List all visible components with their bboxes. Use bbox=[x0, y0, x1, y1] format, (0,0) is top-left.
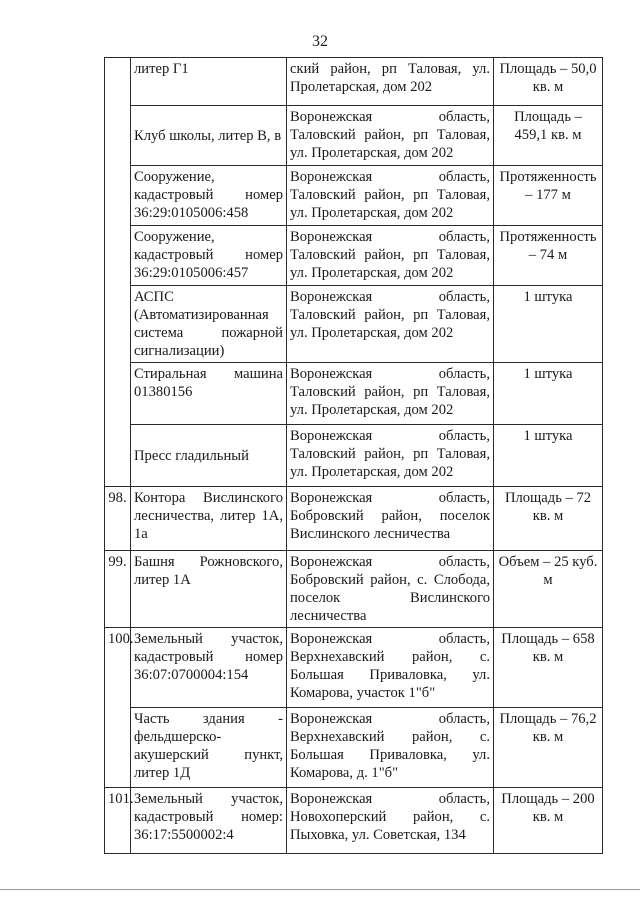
object-characteristic: Площадь – 72 кв. м bbox=[494, 487, 603, 551]
object-name: Контора Вислинского лесничества, литер 1А, 1а bbox=[131, 487, 287, 551]
table-row bbox=[105, 628, 603, 708]
object-characteristic: 1 штука bbox=[494, 425, 603, 487]
object-name: Клуб школы, литер В, в bbox=[131, 106, 287, 166]
table-row bbox=[105, 106, 603, 166]
object-name: Земельный участок, кадастровый номер 36:07:0700004:154 bbox=[131, 628, 287, 708]
object-characteristic: Площадь – 459,1 кв. м bbox=[494, 106, 603, 166]
table-row bbox=[105, 58, 603, 106]
object-characteristic: Площадь – 50,0 кв. м bbox=[494, 58, 603, 106]
table-row bbox=[105, 425, 603, 487]
object-address: Воронежская область, Таловский район, рп Таловая, ул. Пролетарская, дом 202 bbox=[287, 425, 494, 487]
property-table bbox=[104, 57, 603, 854]
table-row bbox=[105, 708, 603, 788]
object-name: Сооружение, кадастровый номер 36:29:0105006:457 bbox=[131, 226, 287, 286]
table-row bbox=[105, 788, 603, 854]
row-number: 99. bbox=[105, 551, 131, 628]
object-characteristic: Протяженность – 177 м bbox=[494, 166, 603, 226]
table-row bbox=[105, 286, 603, 363]
page-number: 32 bbox=[312, 33, 328, 50]
object-name: литер Г1 bbox=[131, 58, 287, 106]
object-name: Стиральная машина 01380156 bbox=[131, 363, 287, 425]
object-characteristic: Площадь – 200 кв. м bbox=[494, 788, 603, 854]
object-characteristic: 1 штука bbox=[494, 363, 603, 425]
object-address: Воронежская область, Таловский район, рп Таловая, ул. Пролетарская, дом 202 bbox=[287, 166, 494, 226]
object-characteristic: 1 штука bbox=[494, 286, 603, 363]
object-address: Воронежская область, Бобровский район, поселок Вислинского лесничества bbox=[287, 487, 494, 551]
object-name: Земельный участок, кадастровый номер: 36:17:5500002:4 bbox=[131, 788, 287, 854]
object-characteristic: Площадь – 76,2 кв. м bbox=[494, 708, 603, 788]
object-address: ский район, рп Таловая, ул. Пролетарская, дом 202 bbox=[287, 58, 494, 106]
table-row bbox=[105, 487, 603, 551]
page-bottom-divider bbox=[0, 889, 640, 890]
object-address: Воронежская область, Верхнехавский район, с. Большая Приваловка, ул. Комарова, участок 1"б" bbox=[287, 628, 494, 708]
object-characteristic: Объем – 25 куб. м bbox=[494, 551, 603, 628]
object-name: Пресс гладильный bbox=[131, 425, 287, 487]
table-row bbox=[105, 166, 603, 226]
object-address: Воронежская область, Таловский район, рп Таловая, ул. Пролетарская, дом 202 bbox=[287, 363, 494, 425]
object-address: Воронежская область, Таловский район, рп Таловая, ул. Пролетарская, дом 202 bbox=[287, 106, 494, 166]
object-name: Часть здания - фельдшерско-акушерский пункт, литер 1Д bbox=[131, 708, 287, 788]
row-number bbox=[105, 58, 131, 487]
row-number: 100. bbox=[105, 628, 131, 788]
object-address: Воронежская область, Таловский район, рп Таловая, ул. Пролетарская, дом 202 bbox=[287, 226, 494, 286]
object-characteristic: Протяженность – 74 м bbox=[494, 226, 603, 286]
object-address: Воронежская область, Верхнехавский район, с. Большая Приваловка, ул. Комарова, д. 1"б" bbox=[287, 708, 494, 788]
object-address: Воронежская область, Новохоперский район, с. Пыховка, ул. Советская, 134 bbox=[287, 788, 494, 854]
object-characteristic: Площадь – 658 кв. м bbox=[494, 628, 603, 708]
row-number: 98. bbox=[105, 487, 131, 551]
row-number: 101. bbox=[105, 788, 131, 854]
object-name: Сооружение, кадастровый номер 36:29:0105006:458 bbox=[131, 166, 287, 226]
object-name: АСПС (Автоматизированная система пожарной сигнализации) bbox=[131, 286, 287, 363]
object-name: Башня Рожновского, литер 1А bbox=[131, 551, 287, 628]
table-row bbox=[105, 226, 603, 286]
object-address: Воронежская область, Бобровский район, с. Слобода, поселок Вислинского лесничества bbox=[287, 551, 494, 628]
table-row bbox=[105, 363, 603, 425]
table-row bbox=[105, 551, 603, 628]
object-address: Воронежская область, Таловский район, рп Таловая, ул. Пролетарская, дом 202 bbox=[287, 286, 494, 363]
